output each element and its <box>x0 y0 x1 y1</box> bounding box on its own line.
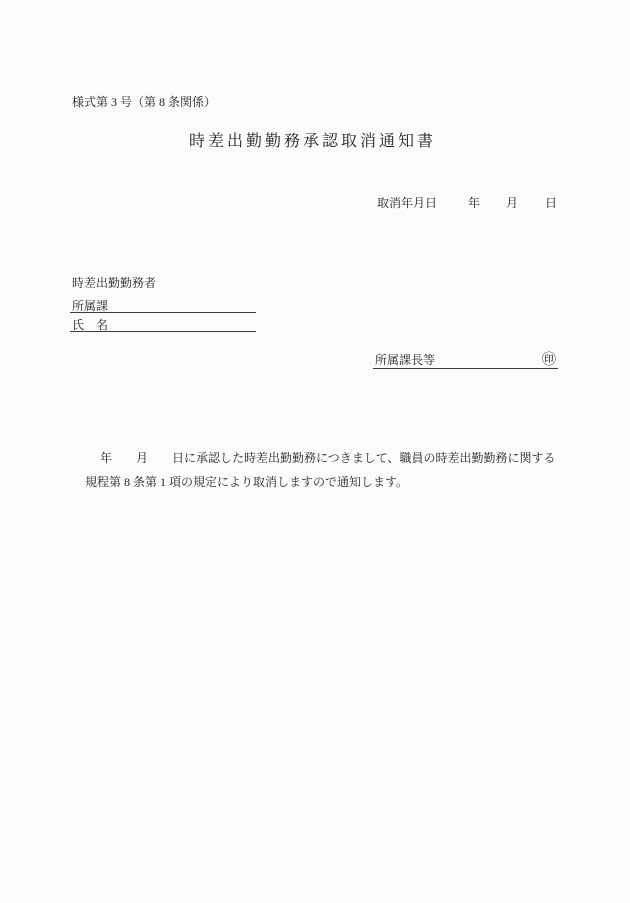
form-number-label: 様式第 3 号（第 8 条関係） <box>72 95 217 109</box>
body-line-1: 年 月 日に承認した時差出勤勤務につきまして、職員の時差出勤勤務に関する <box>100 451 556 465</box>
body-line-2: 規程第 8 条第 1 項の規定により取消しますので通知します。 <box>85 475 409 489</box>
worker-section-heading: 時差出勤勤務者 <box>72 276 157 290</box>
name-field-row <box>70 316 256 332</box>
supervisor-label: 所属課長等 <box>375 353 436 367</box>
seal-mark: ㊞ <box>542 353 556 368</box>
cancel-date-year-label: 年 <box>468 196 481 210</box>
department-field-row <box>70 297 256 313</box>
cancel-date-day-label: 日 <box>545 196 558 210</box>
document-title: 時差出勤勤務承認取消通知書 <box>189 133 437 150</box>
department-label: 所属課 <box>72 299 109 313</box>
supervisor-field-row <box>373 353 558 369</box>
cancel-date-label: 取消年月日 <box>377 196 438 210</box>
cancel-date-month-label: 月 <box>506 196 519 210</box>
name-label: 氏 名 <box>72 318 109 332</box>
